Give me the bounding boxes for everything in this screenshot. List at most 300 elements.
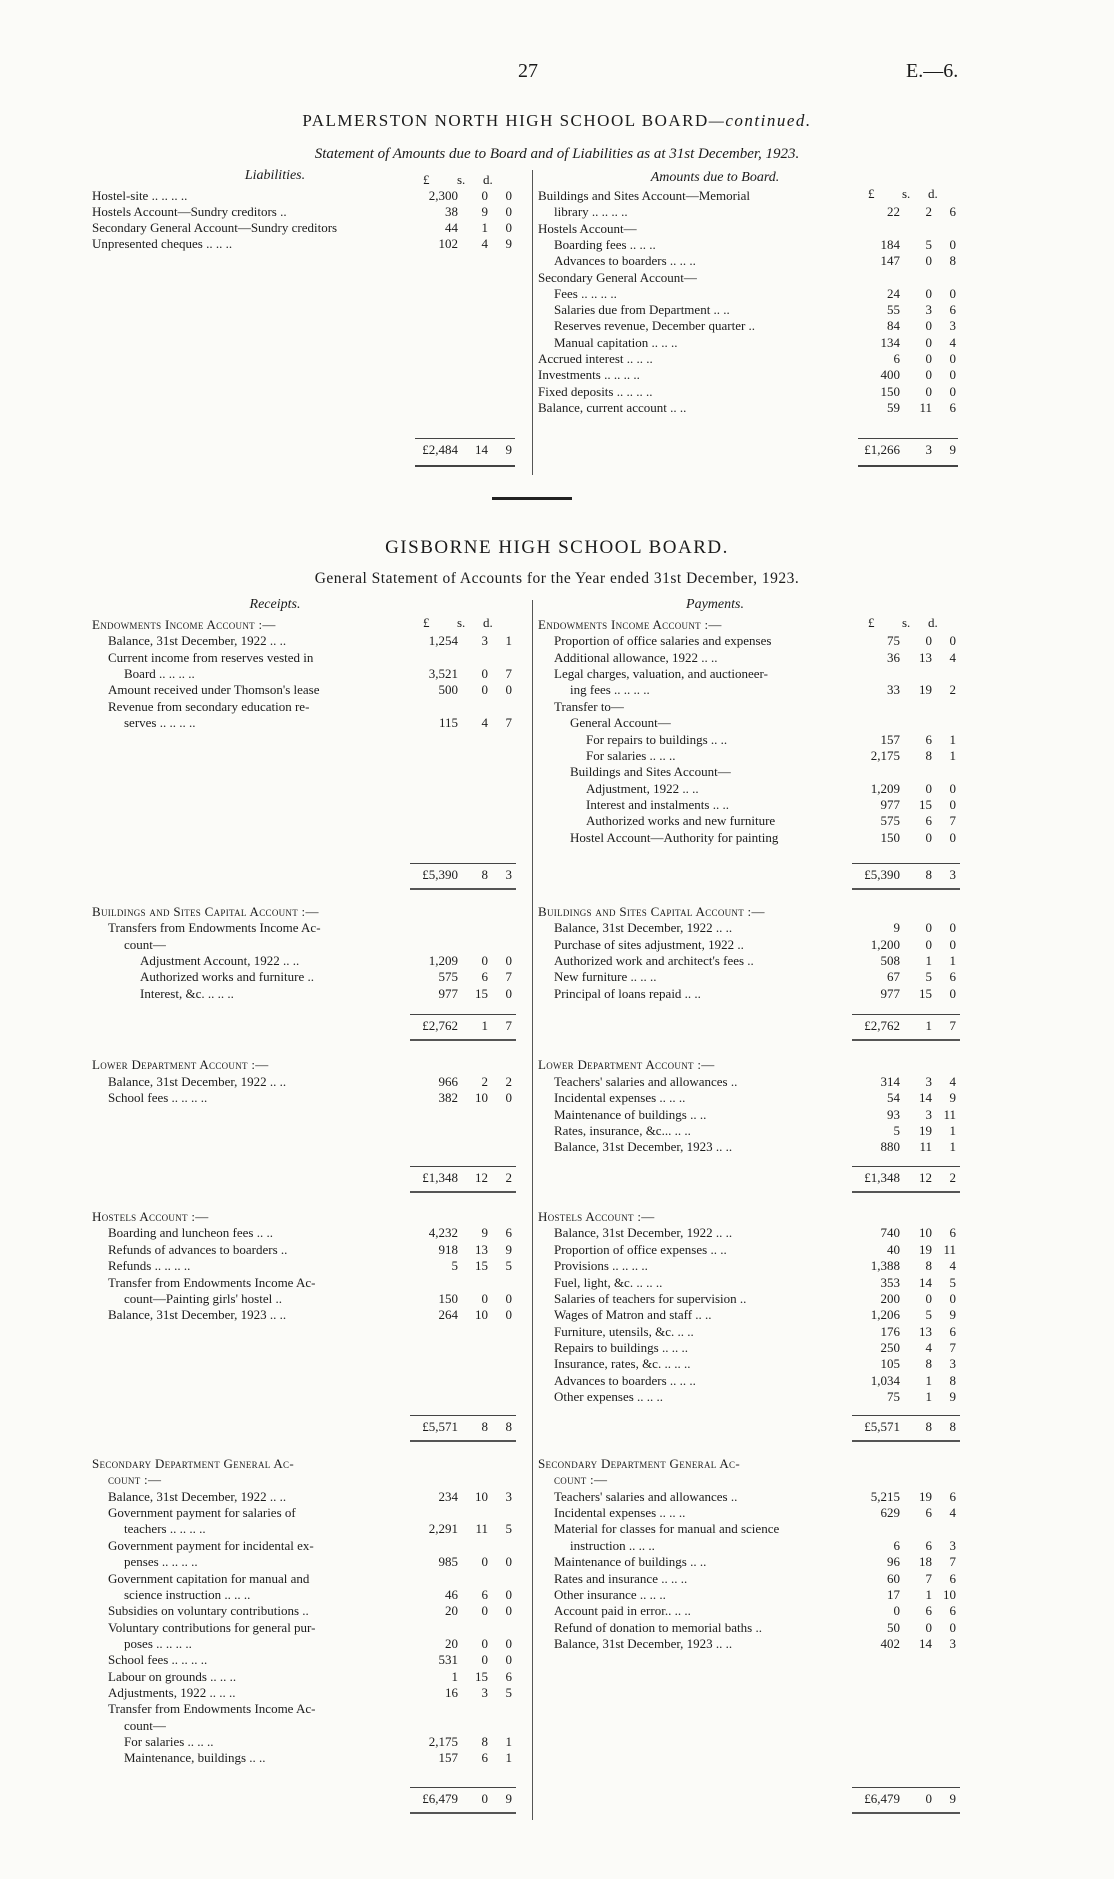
palmerston-title-text: PALMERSTON NORTH HIGH SCHOOL BOARD [302, 111, 709, 130]
palmerston-liability-row-pounds: 44 [445, 220, 458, 235]
gisborne-receipt-row-shillings: 6 [481, 969, 488, 984]
gisborne-receipt-row-pounds: 16 [445, 1685, 458, 1700]
gisborne-payment-row-shillings: 15 [919, 797, 932, 812]
gisborne-receipts-total-rule-0 [410, 863, 516, 864]
palmerston-amounts-total-pounds: £1,266 [864, 442, 900, 457]
lsd-header-pounds: £ [868, 615, 875, 630]
gisborne-payments-total-underline-4 [852, 1812, 960, 1814]
gisborne-payment-row-46 [0, 1587, 1114, 1603]
gisborne-payment-row-pounds: 402 [880, 1636, 900, 1651]
gisborne-receipt-row-pounds: 1 [451, 1669, 458, 1684]
gisborne-payment-row-label: Buildings and Sites Account— [570, 764, 731, 779]
gisborne-payment-row-pence: 11 [943, 1242, 956, 1257]
gisborne-receipt-row-35 [0, 1652, 1114, 1668]
gisborne-receipt-row-41 [0, 1750, 1114, 1766]
gisborne-payment-row-41 [0, 1505, 1114, 1521]
gisborne-payment-row-pounds: 353 [880, 1275, 900, 1290]
gisborne-receipt-row-pounds: 2,175 [428, 1734, 458, 1749]
gisborne-payment-row-6 [0, 715, 1114, 731]
gisborne-receipt-row-label: Amount received under Thomson's lease [108, 682, 320, 697]
gisborne-payments-total-pence: 3 [949, 867, 956, 882]
gisborne-payment-row-18 [0, 969, 1114, 985]
gisborne-receipt-row-pounds: 157 [438, 1750, 458, 1765]
gisborne-receipt-row-pence: 3 [505, 1489, 512, 1504]
gisborne-payment-row-pence: 0 [949, 937, 956, 952]
gisborne-payment-row-pounds: 200 [880, 1291, 900, 1306]
gisborne-receipts-heading: Receipts. [249, 597, 301, 612]
gisborne-payment-row-pence: 0 [949, 830, 956, 845]
palmerston-amounts-total-0 [0, 441, 1114, 459]
gisborne-receipt-row-pounds: 2,291 [428, 1521, 458, 1536]
gisborne-receipt-row-label: Refunds .. .. .. .. [108, 1258, 191, 1273]
palmerston-amount-row-pence: 6 [949, 302, 956, 318]
gisborne-receipt-row-label: Current income from reserves vested in [108, 650, 314, 665]
palmerston-amount-row-pence: 0 [949, 367, 956, 383]
gisborne-payment-row-label: Transfer to— [554, 699, 624, 714]
palmerston-amount-row-shillings: 3 [925, 302, 932, 318]
gisborne-payment-row-label: Additional allowance, 1922 .. .. [554, 650, 718, 665]
gisborne-payment-row-label: Proportion of office expenses .. .. [554, 1242, 727, 1257]
gisborne-payment-row-pounds: 67 [887, 969, 900, 984]
gisborne-receipt-row-label: Lower Department Account :— [92, 1057, 269, 1072]
gisborne-payment-row-label: Account paid in error.. .. .. [554, 1603, 691, 1618]
palmerston-amount-row-label: Advances to boarders .. .. .. [554, 253, 696, 269]
gisborne-receipt-row-label: Maintenance, buildings .. .. [124, 1750, 266, 1765]
gisborne-receipt-row-pounds: 977 [438, 986, 458, 1001]
gisborne-payment-row-label: Other expenses .. .. .. [554, 1389, 664, 1404]
gisborne-payment-row-42 [0, 1521, 1114, 1537]
gisborne-receipt-row-label: teachers .. .. .. .. [124, 1521, 206, 1536]
gisborne-receipt-row-label: Government payment for incidental ex- [108, 1538, 314, 1553]
gisborne-payment-row-pence: 3 [949, 1538, 956, 1553]
gisborne-receipt-row-label: School fees .. .. .. .. [108, 1652, 208, 1667]
gisborne-payment-row-pounds: 6 [893, 1538, 900, 1553]
gisborne-payment-row-label: Hostels Account :— [538, 1209, 655, 1224]
gisborne-payment-row-pence: 0 [949, 797, 956, 812]
palmerston-amount-row-shillings: 0 [925, 334, 932, 350]
palmerston-amount-row-pounds: 6 [893, 351, 900, 366]
palmerston-liability-row-shillings: 1 [481, 220, 488, 235]
gisborne-receipts-total-underline-3 [410, 1440, 516, 1442]
gisborne-payment-row-pence: 6 [949, 1489, 956, 1504]
gisborne-payment-row-pence: 0 [949, 986, 956, 1001]
gisborne-payment-row-pounds: 5,215 [870, 1489, 900, 1504]
palmerston-liability-row-shillings: 0 [481, 188, 488, 203]
gisborne-receipts-total-rule-4 [410, 1787, 516, 1788]
gisborne-receipt-row-shillings: 6 [481, 1750, 488, 1765]
gisborne-receipt-row-shillings: 15 [475, 1669, 488, 1684]
gisborne-payment-row-pence: 4 [949, 650, 956, 665]
gisborne-payment-row-label: Incidental expenses .. .. .. [554, 1090, 686, 1105]
gisborne-receipt-row-shillings: 3 [481, 1685, 488, 1700]
palmerston-amount-row-pounds: 22 [887, 204, 900, 220]
gisborne-payment-row-40 [0, 1489, 1114, 1505]
gisborne-title: GISBORNE HIGH SCHOOL BOARD. [385, 537, 729, 558]
palmerston-amount-row-pounds: 147 [880, 253, 900, 269]
palmerston-amount-row-label: Boarding fees .. .. .. [554, 236, 656, 252]
gisborne-payment-row-shillings: 19 [919, 1489, 932, 1504]
gisborne-payments-heading: Payments. [686, 597, 744, 612]
gisborne-payment-row-shillings: 8 [925, 1258, 932, 1273]
gisborne-payment-row-shillings: 6 [925, 1603, 932, 1618]
gisborne-payment-row-label: Balance, 31st December, 1922 .. .. [554, 1225, 733, 1240]
gisborne-payments-total-shillings: 8 [925, 867, 932, 882]
gisborne-receipt-row-pounds: 966 [438, 1074, 458, 1089]
gisborne-payment-row-pounds: 50 [887, 1620, 900, 1635]
gisborne-payment-row-pence: 3 [949, 1356, 956, 1371]
gisborne-payment-row-pence: 6 [949, 1603, 956, 1618]
gisborne-receipt-row-pounds: 500 [438, 682, 458, 697]
gisborne-receipt-row-pence: 5 [505, 1521, 512, 1536]
gisborne-payment-row-pounds: 1,034 [870, 1373, 900, 1388]
gisborne-payment-row-pounds: 508 [880, 953, 900, 968]
lsd-header-shillings: s. [902, 615, 911, 630]
gisborne-receipt-row-pence: 0 [505, 1587, 512, 1602]
gisborne-payments-total-underline-3 [852, 1440, 960, 1442]
gisborne-receipt-row-label: poses .. .. .. .. [124, 1636, 192, 1651]
gisborne-receipt-row-40 [0, 1734, 1114, 1750]
gisborne-receipts-total-rule-1 [410, 1014, 516, 1015]
gisborne-payment-row-32 [0, 1307, 1114, 1323]
gisborne-receipt-row-label: count— [124, 1718, 166, 1733]
palmerston-amount-row-label: Balance, current account .. .. [538, 399, 687, 415]
gisborne-receipts-total-underline-4 [410, 1812, 516, 1814]
palmerston-amount-row-shillings: 11 [919, 399, 932, 415]
palmerston-amount-row-pence: 0 [949, 351, 956, 366]
gisborne-payment-row-shillings: 14 [919, 1636, 932, 1651]
gisborne-receipts-total-rule-2 [410, 1166, 516, 1167]
gisborne-payment-row-label: For salaries .. .. .. [586, 748, 676, 763]
gisborne-receipt-row-37 [0, 1685, 1114, 1701]
palmerston-amount-row-pounds: 184 [880, 236, 900, 252]
gisborne-payment-row-14 [0, 904, 1114, 920]
palmerston-liability-row-pence: 0 [505, 204, 512, 219]
gisborne-payment-row-label: Balance, 31st December, 1923 .. .. [554, 1139, 733, 1154]
gisborne-payments-total-pence: 7 [949, 1018, 956, 1033]
gisborne-payment-row-label: Rates, insurance, &c... .. .. [554, 1123, 691, 1138]
gisborne-payment-row-label: Salaries of teachers for supervision .. [554, 1291, 747, 1306]
gisborne-payment-row-49 [0, 1636, 1114, 1652]
palmerston-amount-row-label: Accrued interest .. .. .. [538, 351, 653, 366]
palmerston-amount-row-shillings: 5 [925, 236, 932, 252]
gisborne-payment-row-pence: 0 [949, 1620, 956, 1635]
gisborne-receipt-row-label: science instruction .. .. .. [124, 1587, 251, 1602]
gisborne-payment-row-pence: 4 [949, 1258, 956, 1273]
palmerston-amounts-heading: Amounts due to Board. [650, 170, 780, 185]
palmerston-amounts-total-pence: 9 [949, 442, 956, 457]
gisborne-payment-row-pence: 1 [949, 748, 956, 763]
lsd-header-pence: d. [483, 615, 493, 630]
palmerston-amount-row-pence: 4 [949, 334, 956, 350]
gisborne-payments-total-2 [0, 1169, 1114, 1187]
gisborne-payments-total-3 [0, 1418, 1114, 1436]
gisborne-receipt-row-pence: 0 [505, 1090, 512, 1105]
gisborne-payment-row-label: ing fees .. .. .. .. [570, 682, 650, 697]
gisborne-receipt-row-shillings: 0 [481, 1652, 488, 1667]
gisborne-receipt-row-shillings: 0 [481, 1636, 488, 1651]
gisborne-payment-row-pounds: 629 [880, 1505, 900, 1520]
gisborne-payment-row-label: Wages of Matron and staff .. .. [554, 1307, 712, 1322]
gisborne-payment-row-pounds: 75 [887, 1389, 900, 1404]
palmerston-right-total-underline [858, 465, 958, 467]
gisborne-payments-total-pounds: £2,762 [864, 1018, 900, 1033]
gisborne-payment-row-label: Authorized work and architect's fees .. [554, 953, 754, 968]
palmerston-liability-row-pence: 0 [505, 220, 512, 235]
gisborne-receipt-row-label: penses .. .. .. .. [124, 1554, 198, 1569]
lsd-header-pounds: £ [868, 186, 875, 201]
gisborne-payment-row-19 [0, 986, 1114, 1002]
gisborne-payment-row-label: Provisions .. .. .. .. [554, 1258, 648, 1273]
gisborne-payment-row-pounds: 0 [893, 1603, 900, 1618]
gisborne-payment-row-shillings: 19 [919, 1123, 932, 1138]
gisborne-payment-row-pence: 8 [949, 1373, 956, 1388]
gisborne-receipt-row-pounds: 3,521 [428, 666, 458, 681]
gisborne-receipt-row-36 [0, 1669, 1114, 1685]
gisborne-payment-row-37 [0, 1389, 1114, 1405]
gisborne-receipts-total-pence: 8 [505, 1419, 512, 1434]
gisborne-payment-row-pence: 1 [949, 1139, 956, 1154]
gisborne-receipt-row-pence: 5 [505, 1685, 512, 1700]
gisborne-payment-row-24 [0, 1123, 1114, 1139]
gisborne-payments-total-rule-4 [852, 1787, 960, 1788]
gisborne-payment-row-17 [0, 953, 1114, 969]
gisborne-payment-row-pounds: 9 [893, 920, 900, 935]
gisborne-payments-total-pounds: £1,348 [864, 1170, 900, 1185]
lsd-header-shillings: s. [902, 186, 911, 201]
gisborne-receipt-row-label: Labour on grounds .. .. .. [108, 1669, 237, 1684]
palmerston-amount-row-label: Manual capitation .. .. .. [554, 334, 678, 350]
gisborne-receipt-row-pounds: 531 [438, 1652, 458, 1667]
palmerston-amount-row-10 [0, 351, 1114, 367]
gisborne-receipt-row-label: Government capitation for manual and [108, 1571, 310, 1586]
gisborne-payment-row-pounds: 575 [880, 813, 900, 828]
gisborne-receipt-row-label: count—Painting girls' hostel .. [124, 1291, 282, 1306]
gisborne-payment-row-label: Buildings and Sites Capital Account :— [538, 904, 765, 919]
gisborne-payment-row-48 [0, 1620, 1114, 1636]
gisborne-payment-row-label: Teachers' salaries and allowances .. [554, 1074, 738, 1089]
gisborne-receipt-row-label: Adjustments, 1922 .. .. .. [108, 1685, 236, 1700]
gisborne-payment-row-shillings: 6 [925, 1505, 932, 1520]
gisborne-payment-row-shillings: 5 [925, 1307, 932, 1322]
gisborne-payment-row-10 [0, 781, 1114, 797]
gisborne-receipt-row-shillings: 8 [481, 1734, 488, 1749]
gisborne-payment-row-label: Maintenance of buildings .. .. [554, 1107, 707, 1122]
gisborne-payment-row-label: Maintenance of buildings .. .. [554, 1554, 707, 1569]
gisborne-receipt-row-pounds: 1,209 [428, 953, 458, 968]
gisborne-payment-row-23 [0, 1107, 1114, 1123]
gisborne-payment-row-pence: 11 [943, 1107, 956, 1122]
gisborne-payment-row-pounds: 314 [880, 1074, 900, 1089]
gisborne-payments-total-shillings: 0 [925, 1791, 932, 1806]
gisborne-payment-row-pence: 1 [949, 732, 956, 747]
gisborne-receipt-row-pounds: 4,232 [428, 1225, 458, 1240]
palmerston-liabilities-total-pounds: £2,484 [422, 442, 458, 457]
palmerston-right-total-rule [858, 438, 958, 439]
palmerston-amount-row-pounds: 150 [880, 383, 900, 399]
palmerston-amounts-total-shillings: 3 [925, 442, 932, 457]
gisborne-payment-row-pounds: 54 [887, 1090, 900, 1105]
palmerston-amount-row-pence: 0 [949, 236, 956, 252]
gisborne-payment-row-pounds: 60 [887, 1571, 900, 1586]
gisborne-payments-total-pounds: £5,390 [864, 867, 900, 882]
gisborne-receipts-total-shillings: 1 [481, 1018, 488, 1033]
palmerston-left-total-underline [415, 465, 515, 467]
gisborne-payment-row-shillings: 1 [925, 1587, 932, 1602]
gisborne-receipt-row-label: Transfer from Endowments Income Ac- [108, 1275, 316, 1290]
palmerston-amount-row-pounds: 400 [880, 367, 900, 383]
palmerston-amount-row-shillings: 0 [925, 285, 932, 301]
palmerston-amount-row-shillings: 0 [925, 253, 932, 269]
gisborne-payment-row-pence: 9 [949, 1389, 956, 1404]
lsd-header-shillings: s. [457, 172, 466, 187]
gisborne-payment-row-pence: 7 [949, 1340, 956, 1355]
gisborne-receipt-row-label: Balance, 31st December, 1923 .. .. [108, 1307, 287, 1322]
gisborne-payment-row-label: Insurance, rates, &c. .. .. .. [554, 1356, 691, 1371]
gisborne-receipt-row-label: count :— [108, 1472, 162, 1487]
gisborne-receipt-row-pounds: 150 [438, 1291, 458, 1306]
gisborne-payment-row-0 [0, 617, 1114, 633]
gisborne-payment-row-label: New furniture .. .. .. [554, 969, 657, 984]
gisborne-receipt-row-label: count— [124, 937, 166, 952]
gisborne-payment-row-shillings: 7 [925, 1571, 932, 1586]
gisborne-payment-row-label: Secondary Department General Ac- [538, 1456, 740, 1471]
gisborne-payments-total-1 [0, 1017, 1114, 1035]
gisborne-payment-row-43 [0, 1538, 1114, 1554]
gisborne-payment-row-34 [0, 1340, 1114, 1356]
gisborne-payment-row-label: Furniture, utensils, &c. .. .. [554, 1324, 694, 1339]
gisborne-payment-row-pence: 6 [949, 1324, 956, 1339]
gisborne-payments-total-rule-0 [852, 863, 960, 864]
gisborne-payment-row-pounds: 1,200 [870, 937, 900, 952]
gisborne-payment-row-21 [0, 1074, 1114, 1090]
gisborne-receipt-row-label: Adjustment Account, 1922 .. .. [140, 953, 300, 968]
gisborne-receipt-row-label: Transfer from Endowments Income Ac- [108, 1701, 316, 1716]
gisborne-payment-row-pence: 4 [949, 1505, 956, 1520]
gisborne-payment-row-pence: 0 [949, 920, 956, 935]
gisborne-payment-row-label: Incidental expenses .. .. .. [554, 1505, 686, 1520]
gisborne-payment-row-label: Rates and insurance .. .. .. [554, 1571, 688, 1586]
gisborne-payment-row-shillings: 6 [925, 1538, 932, 1553]
gisborne-payment-row-shillings: 14 [919, 1090, 932, 1105]
palmerston-amount-row-shillings: 0 [925, 367, 932, 383]
page-header [0, 60, 1114, 90]
gisborne-receipt-row-label: Boarding and luncheon fees .. .. [108, 1225, 273, 1240]
gisborne-receipt-row-pence: 7 [505, 969, 512, 984]
gisborne-subtitle: General Statement of Accounts for the Year ended 31st December, 1923. [314, 570, 800, 587]
gisborne-payment-row-shillings: 18 [919, 1554, 932, 1569]
gisborne-payment-row-shillings: 1 [925, 953, 932, 968]
gisborne-payment-row-shillings: 6 [925, 732, 932, 747]
palmerston-liabilities-heading: Liabilities. [244, 168, 306, 183]
gisborne-payment-row-pounds: 33 [887, 682, 900, 697]
palmerston-amount-row-7 [0, 302, 1114, 318]
gisborne-receipts-total-pounds: £1,348 [422, 1170, 458, 1185]
gisborne-payment-row-shillings: 10 [919, 1225, 932, 1240]
gisborne-payments-total-rule-3 [852, 1415, 960, 1416]
gisborne-payment-row-pence: 0 [949, 633, 956, 648]
gisborne-receipt-row-label: School fees .. .. .. .. [108, 1090, 208, 1105]
gisborne-payment-row-36 [0, 1373, 1114, 1389]
gisborne-receipt-row-shillings: 15 [475, 986, 488, 1001]
lsd-header-pence: d. [483, 172, 493, 187]
gisborne-payment-row-3 [0, 666, 1114, 682]
gisborne-payment-row-shillings: 0 [925, 781, 932, 796]
gisborne-receipt-row-label: Authorized works and furniture .. [140, 969, 315, 984]
palmerston-amount-row-label: Hostels Account— [538, 220, 637, 236]
palmerston-amount-row-6 [0, 286, 1114, 302]
gisborne-receipt-row-pence: 0 [505, 986, 512, 1001]
gisborne-payment-row-label: Purchase of sites adjustment, 1922 .. [554, 937, 744, 952]
gisborne-receipt-row-39 [0, 1718, 1114, 1734]
gisborne-receipt-row-pence: 5 [505, 1258, 512, 1273]
gisborne-payment-row-pence: 6 [949, 1225, 956, 1240]
gisborne-receipts-total-rule-3 [410, 1415, 516, 1416]
palmerston-amount-row-pounds: 55 [887, 302, 900, 318]
gisborne-receipt-row-shillings: 13 [475, 1242, 488, 1257]
palmerston-amount-row-label: Fixed deposits .. .. .. .. [538, 383, 653, 399]
palmerston-amount-row-5 [0, 270, 1114, 286]
gisborne-payments-total-rule-1 [852, 1014, 960, 1015]
gisborne-receipt-row-pence: 9 [505, 1242, 512, 1257]
gisborne-receipt-row-label: Balance, 31st December, 1922 .. .. [108, 1074, 287, 1089]
gisborne-receipt-row-shillings: 10 [475, 1489, 488, 1504]
gisborne-payment-row-22 [0, 1090, 1114, 1106]
gisborne-receipt-row-label: Voluntary contributions for general pur- [108, 1620, 316, 1635]
gisborne-receipts-total-pence: 9 [505, 1791, 512, 1806]
gisborne-receipt-row-label: Transfers from Endowments Income Ac- [108, 920, 321, 935]
gisborne-payment-row-shillings: 5 [925, 969, 932, 984]
gisborne-payment-row-shillings: 0 [925, 937, 932, 952]
gisborne-payments-total-underline-2 [852, 1191, 960, 1193]
gisborne-receipt-row-shillings: 0 [481, 1603, 488, 1618]
gisborne-payment-row-shillings: 0 [925, 1291, 932, 1306]
gisborne-payment-row-shillings: 14 [919, 1275, 932, 1290]
palmerston-amount-row-pounds: 84 [887, 318, 900, 334]
palmerston-amount-row-pounds: 59 [887, 399, 900, 415]
gisborne-payment-row-28 [0, 1242, 1114, 1258]
palmerston-liabilities-total-pence: 9 [505, 442, 512, 457]
gisborne-payment-row-label: Material for classes for manual and science [554, 1521, 780, 1536]
palmerston-amount-row-label: Buildings and Sites Account—Memorial [538, 188, 750, 203]
palmerston-liability-row-pence: 0 [505, 188, 512, 203]
gisborne-payment-row-15 [0, 920, 1114, 936]
gisborne-receipt-row-pence: 0 [505, 682, 512, 697]
gisborne-payment-row-pence: 7 [949, 813, 956, 828]
gisborne-payment-row-shillings: 3 [925, 1107, 932, 1122]
gisborne-payment-row-label: Interest and instalments .. .. [586, 797, 729, 812]
palmerston-title-continued: —continued. [708, 111, 812, 130]
gisborne-receipt-row-label: Government payment for salaries of [108, 1505, 296, 1520]
gisborne-receipt-row-pence: 0 [505, 1307, 512, 1322]
gisborne-receipt-row-pence: 6 [505, 1669, 512, 1684]
gisborne-receipts-total-pounds: £5,390 [422, 867, 458, 882]
gisborne-payment-row-9 [0, 764, 1114, 780]
gisborne-receipt-row-label: Hostels Account :— [92, 1209, 209, 1224]
gisborne-payments-total-shillings: 8 [925, 1419, 932, 1434]
palmerston-amount-row-11 [0, 367, 1114, 383]
gisborne-receipt-row-pounds: 20 [445, 1636, 458, 1651]
gisborne-receipt-row-shillings: 11 [475, 1521, 488, 1536]
gisborne-payment-row-shillings: 8 [925, 1356, 932, 1371]
gisborne-payment-row-shillings: 0 [925, 830, 932, 845]
gisborne-payment-row-label: Legal charges, valuation, and auctioneer- [554, 666, 768, 681]
gisborne-payment-row-pence: 0 [949, 1291, 956, 1306]
gisborne-payment-row-39 [0, 1472, 1114, 1488]
gisborne-payment-row-38 [0, 1456, 1114, 1472]
palmerston-liabilities-total-shillings: 14 [475, 442, 488, 457]
gisborne-receipt-row-pence: 7 [505, 666, 512, 681]
palmerston-amounts-total [0, 441, 964, 459]
